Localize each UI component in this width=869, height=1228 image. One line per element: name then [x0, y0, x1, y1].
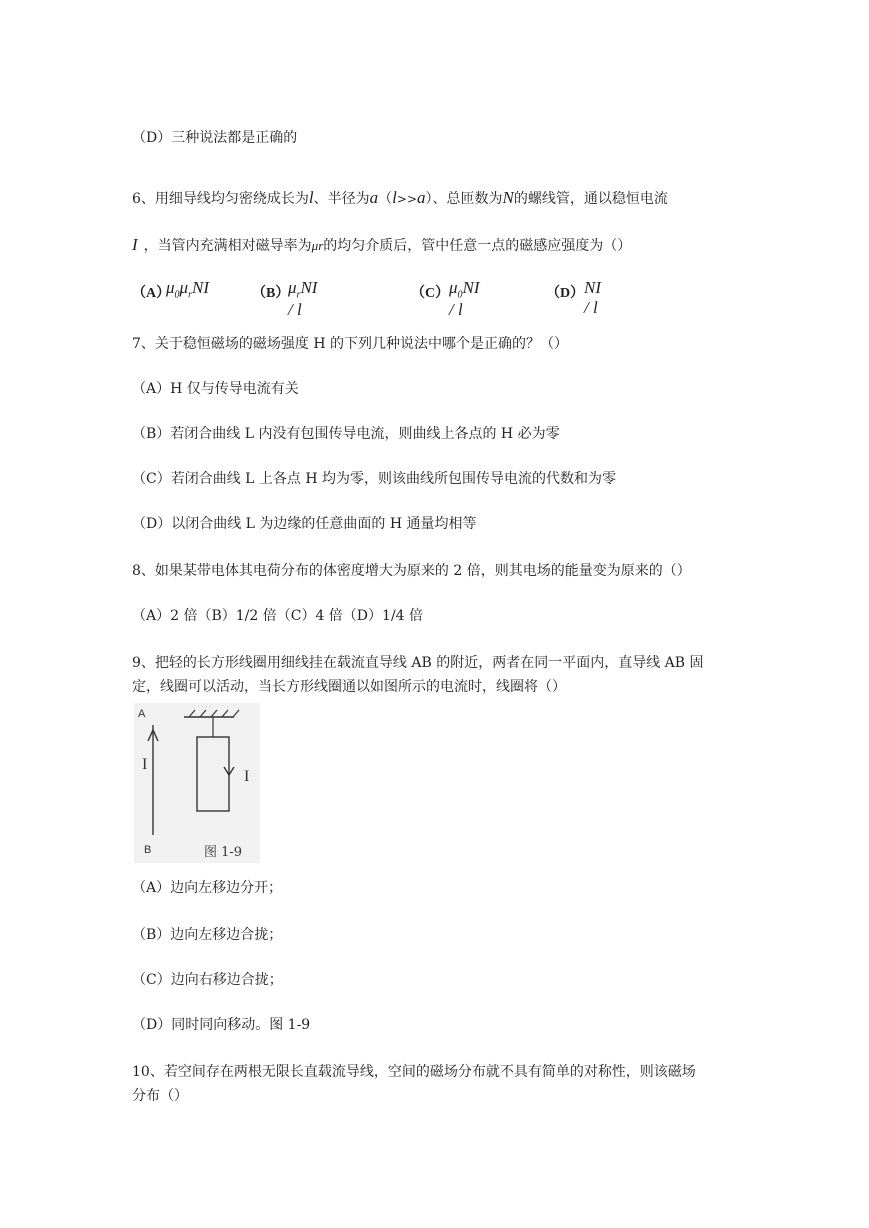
- q6-option-a-expr: $\mu_0\mu_rNI$: [166, 278, 209, 301]
- q6-option-b-label: （B）: [252, 286, 290, 301]
- q9-stem-line2: 定，线圈可以活动，当长方形线圈通以如图所示的电流时，线圈将（）: [132, 679, 566, 695]
- figure-1-9-drawing: [134, 703, 260, 863]
- math-a2: a: [417, 188, 426, 207]
- q6-stem-line2: I ，当管内充满相对磁导率为μr的均匀介质后，管中任意一点的磁感应强度为（）: [132, 235, 632, 254]
- ceiling-hatch: [189, 710, 239, 717]
- q8-options: （A）2 倍（B）1/2 倍（C）4 倍（D）1/4 倍: [132, 608, 424, 624]
- q6-stem-line1: 6、用细导线均匀密绕成长为l、半径为a（l>>a）、总匝数为N的螺线管，通以稳恒电流: [132, 188, 668, 207]
- q10-stem-line1: 10、若空间存在两根无限长直载流导线，空间的磁场分布就不具有简单的对称性，则该磁场: [132, 1064, 696, 1080]
- q9-option-c: （C）边向右移边合拢；: [132, 972, 283, 988]
- q9-option-d: （D）同时同向移动。图 1-9: [132, 1017, 311, 1033]
- math-mu-r: μr: [311, 238, 324, 253]
- q9-stem-line1: 9、把轻的长方形线圈用细线挂在载流直导线 AB 的附近，两者在同一平面内，直导线 AB 固: [132, 655, 704, 671]
- q6-option-c-label: （C）: [411, 286, 450, 301]
- q6-option-c-expr: $\mu_0NI$ / l: [449, 278, 480, 320]
- rect-coil: [197, 737, 229, 811]
- q7-option-a: （A）H 仅与传导电流有关: [132, 381, 299, 397]
- q7-option-c: （C）若闭合曲线 L 上各点 H 均为零，则该曲线所包围传导电流的代数和为零: [132, 471, 617, 487]
- q9-option-a: （A）边向左移边分开；: [132, 880, 283, 896]
- label-b: B: [144, 844, 152, 856]
- math-l2: l: [392, 188, 397, 207]
- q6-option-d-expr: NI / l: [584, 278, 601, 317]
- q7-option-d: （D）以闭合曲线 L 为边缘的任意曲面的 H 通量均相等: [132, 516, 477, 532]
- q6-option-a-label: （A）: [132, 286, 171, 301]
- math-n: N: [502, 188, 514, 207]
- figure-1-9: [134, 703, 260, 863]
- q7-stem: 7、关于稳恒磁场的磁场强度 H 的下列几种说法中哪个是正确的？（）: [132, 336, 569, 352]
- label-i-left: I: [142, 756, 148, 773]
- q5-option-d: （D）三种说法都是正确的: [132, 130, 298, 146]
- figure-caption: 图 1-9: [204, 845, 243, 860]
- q7-option-b: （B）若闭合曲线 L 内没有包围传导电流，则曲线上各点的 H 必为零: [132, 426, 560, 442]
- math-a: a: [369, 188, 379, 207]
- math-i: I: [132, 235, 138, 254]
- math-l: l: [308, 188, 314, 207]
- q10-stem-line2: 分布（）: [132, 1088, 188, 1104]
- label-a: A: [138, 708, 146, 720]
- q6-option-d-label: （D）: [546, 286, 585, 301]
- q6-option-b-expr: $\mu_rNI$ / l: [288, 278, 318, 320]
- q8-stem: 8、如果某带电体其电荷分布的体密度增大为原来的 2 倍，则其电场的能量变为原来的（）: [132, 563, 691, 579]
- q9-option-b: （B）边向左移边合拢；: [132, 927, 283, 943]
- label-i-right: I: [244, 768, 250, 785]
